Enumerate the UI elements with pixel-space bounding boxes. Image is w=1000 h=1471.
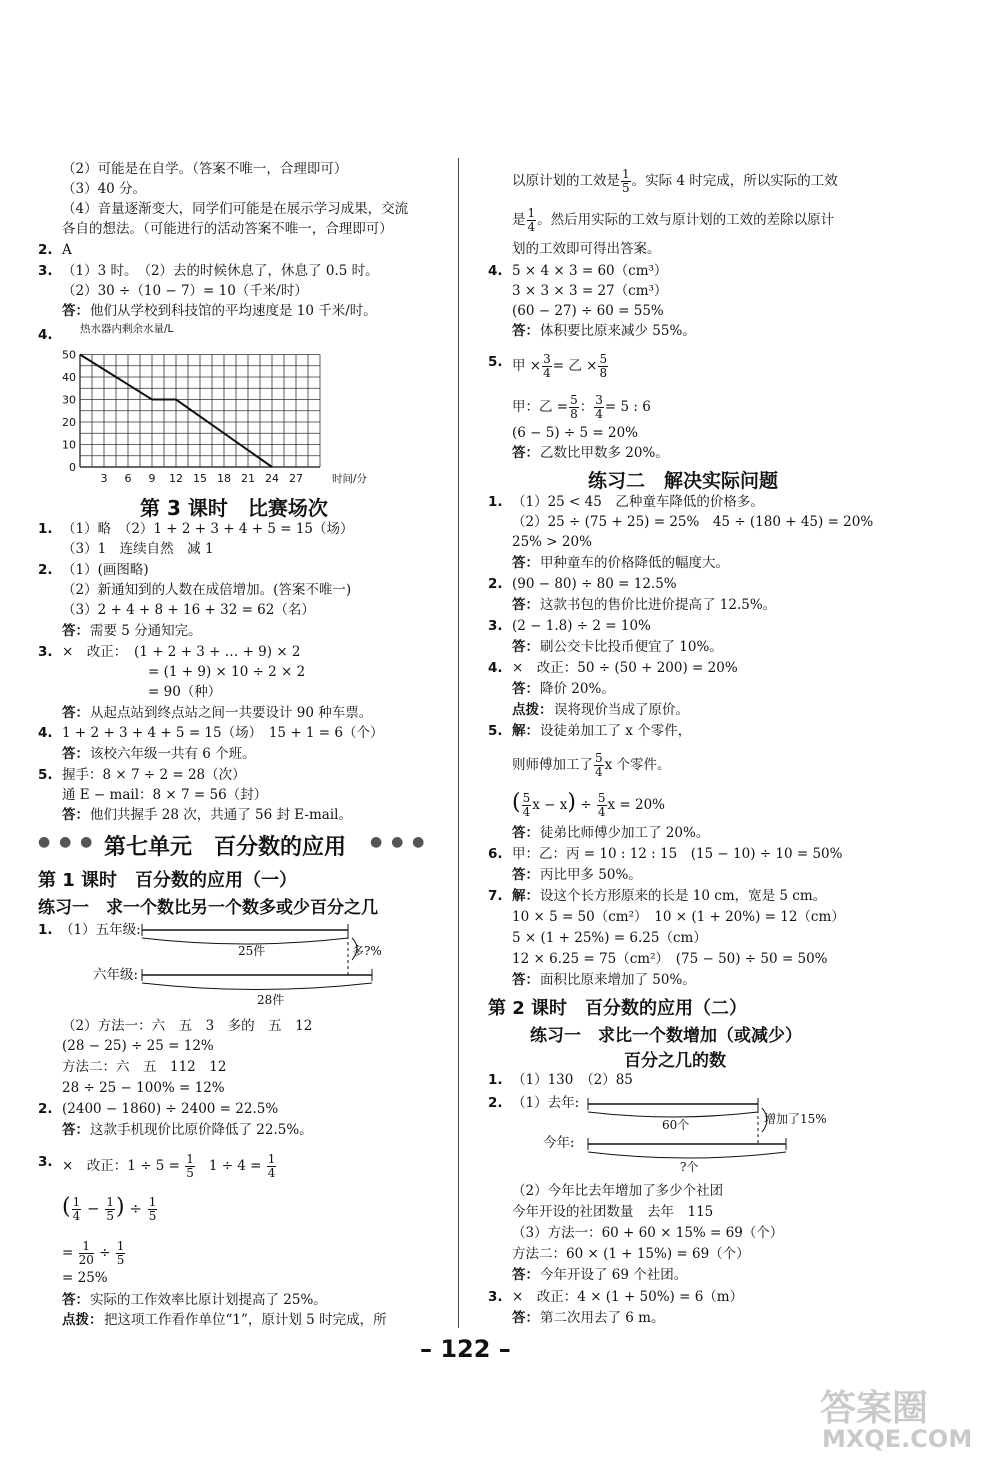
answer-line: 今年开设的社团数量 去年 115 [512, 1204, 714, 1220]
question-number: 3. [38, 644, 53, 660]
watermark-logo: 答案圈 [820, 1388, 929, 1429]
segment-diagram [586, 1096, 816, 1176]
chart-xlabel: 时间/分 [332, 473, 368, 485]
answer-line: 刷公交卡比投币便宜了 10%。 [540, 639, 723, 655]
answer-line: （2）30 ÷（10 − 7）= 10（千米/时） [62, 283, 308, 299]
answer-label: 答： [512, 445, 539, 461]
question-number: 2. [488, 576, 503, 592]
diagram-label: 今年: [543, 1135, 575, 1151]
diagram-label: 六年级: [93, 967, 139, 983]
diagram-label: （1）去年: [512, 1095, 580, 1111]
answer-line: 各自的想法。（可能进行的活动答案不唯一，合理即可） [62, 221, 393, 237]
answer-line: 方法二：六 五 112 12 [62, 1059, 227, 1075]
lesson-title: 第 1 课时 百分数的应用（一） [38, 870, 298, 891]
exercise-title: 练习二 解决实际问题 [588, 470, 779, 492]
answer-line: = 25% [62, 1270, 108, 1286]
answer-line: 实际的工作效率比原计划提高了 25%。 [90, 1292, 327, 1308]
diagram-label: （1）五年级: [60, 922, 141, 938]
answer-line: 体积要比原来减少 55%。 [540, 323, 696, 339]
column-divider [458, 158, 459, 1328]
answer-line: (90 − 80) ÷ 80 = 12.5% [512, 576, 677, 592]
answer-line: 1 + 2 + 3 + 4 + 5 = 15（场） 15 + 1 = 6（个） [62, 725, 384, 741]
answer-line: （3）1 连续自然 减 1 [62, 541, 214, 557]
answer-line: （1）130 （2）85 [512, 1072, 633, 1088]
answer-line: （1）略 （2）1 + 2 + 3 + 4 + 5 = 15（场） [62, 521, 354, 537]
answer-line: （1）25 < 45 乙种童车降低的价格多。 [512, 494, 764, 510]
answer-line: 徒弟比师傅少加工了 20%。 [540, 825, 710, 841]
answer-line: 第二次用去了 6 m。 [540, 1310, 665, 1326]
lesson-title: 第 2 课时 百分数的应用（二） [488, 998, 748, 1019]
answer-line: 这款手机现价比原价降低了 22.5%。 [90, 1122, 313, 1138]
exercise-title: 练习一 求比一个数增加（或减少） [530, 1026, 802, 1046]
answer-line: 今年开设了 69 个社团。 [540, 1267, 688, 1283]
answer-text: 1 ÷ 4 = [208, 1158, 262, 1174]
question-number: 1. [38, 521, 53, 537]
answer-line: 28 ÷ 25 − 100% = 12% [62, 1080, 225, 1096]
answer-line: × 改正： (1 + 2 + 3 + … + 9) × 2 [62, 644, 301, 660]
answer-text: × 改正：1 ÷ 5 = [62, 1158, 180, 1174]
diagram-label: 25件 [238, 944, 266, 958]
answer-line: （2）方法一：六 五 3 多的 五 12 [62, 1018, 313, 1034]
question-number: 2. [38, 1101, 53, 1117]
answer-label: 答： [62, 1292, 89, 1308]
answer-line: 甲种童车的价格降低的幅度大。 [540, 555, 729, 571]
answer-line: 这款书包的售价比进价提高了 12.5%。 [540, 597, 777, 613]
answer-line: 该校六年级一共有 6 个班。 [90, 746, 256, 762]
answer-label: 答： [512, 555, 539, 571]
answer-line: × 改正：50 ÷ (50 + 200) = 20% [512, 660, 738, 676]
question-number: 1. [38, 922, 53, 938]
answer-line: （3）方法一：60 + 60 × 15% = 69（个） [512, 1225, 784, 1241]
diagram-label: 28件 [257, 993, 285, 1007]
x-tick-label: 24 [265, 472, 279, 485]
fraction: $\frac{1}{4}$ [267, 1152, 276, 1180]
answer-label: 点拨： [512, 702, 553, 718]
diagram-label: 增加了15% [764, 1112, 827, 1126]
answer-line: 降价 20%。 [540, 681, 615, 697]
answer-line: （3）40 分。 [62, 181, 147, 197]
answer-line: 他们共握手 28 次，共通了 56 封 E-mail。 [90, 807, 352, 823]
answer-line: 设徒弟加工了 x 个零件， [540, 723, 692, 739]
exercise-title: 练习一 求一个数比另一个数多或少百分之几 [38, 898, 378, 918]
answer-line: （3）2 + 4 + 8 + 16 + 32 = 62（名） [62, 602, 315, 618]
question-number: 3. [38, 263, 53, 279]
answer-line: ( $\frac{1}{4}$ − $\frac{1}{5}$ ) ÷ $\frac{1}{5}$ [62, 1194, 157, 1223]
answer-line: 甲 × $\frac{3}{4}$ = 乙 × $\frac{5}{8}$ [512, 352, 608, 380]
x-tick-label: 12 [169, 472, 183, 485]
answer-line: 以原计划的工效是 $\frac{1}{5}$ 。实际 4 时完成，所以实际的工效 [512, 167, 838, 195]
question-number: 2. [488, 1095, 503, 1111]
question-number: 4. [38, 725, 53, 741]
answer-label: 答： [62, 807, 89, 823]
x-tick-label: 9 [148, 472, 156, 485]
answer-label: 答： [512, 1310, 539, 1326]
answer-label: 答： [62, 303, 89, 319]
exercise-title: 百分之几的数 [624, 1051, 726, 1071]
y-tick-label: 10 [62, 438, 76, 452]
fraction: $\frac{1}{5}$ [186, 1152, 194, 1180]
answer-label: 答： [512, 323, 539, 339]
answer-line: 握手：8 × 7 ÷ 2 = 28（次） [62, 767, 246, 783]
diagram-label: ?个 [680, 1160, 699, 1174]
question-number: 3. [488, 1289, 503, 1305]
question-number: 1. [488, 1072, 503, 1088]
answer-line: （1）3 时。 （2）去的时候休息了，休息了 0.5 时。 [62, 263, 379, 279]
answer-line: 误将现价当成了原价。 [554, 702, 689, 718]
answer-line: (6 − 5) ÷ 5 = 20% [512, 425, 638, 441]
x-tick-label: 21 [241, 472, 255, 485]
answer-line: 是 $\frac{1}{4}$ 。然后用实际的工效与原计划的工效的差除以原计 [512, 206, 835, 234]
question-number: 7. [488, 888, 503, 904]
question-number: 5. [488, 723, 503, 739]
answer-label: 答： [512, 825, 539, 841]
answer-line: 面积比原来增加了 50%。 [540, 972, 696, 988]
answer-label: 答： [512, 681, 539, 697]
page-number: – 122 – [420, 1335, 511, 1363]
answer-line: 从起点站到终点站之间一共要设计 90 种车票。 [90, 705, 373, 721]
answer-line: = 90（种） [148, 684, 222, 700]
answer-label: 答： [62, 705, 89, 721]
question-number: 4. [488, 263, 503, 279]
answer-line: ( $\frac{5}{4}$ x − x) ÷ $\frac{5}{4}$ x = 20% [512, 790, 666, 819]
answer-line: （1）(画图略) [62, 562, 149, 578]
y-tick-label: 0 [69, 461, 76, 474]
decor-dots: ● ● ● [370, 834, 427, 850]
answer-line: （4）音量逐渐变大，同学们可能是在展示学习成果，交流 [62, 201, 409, 217]
answer-line: (2 − 1.8) ÷ 2 = 10% [512, 618, 651, 634]
answer-line: 把这项工作看作单位“1”，原计划 5 时完成，所 [104, 1312, 387, 1328]
answer-label: 答： [62, 746, 89, 762]
question-number: 3. [488, 618, 503, 634]
answer-line: 25% > 20% [512, 534, 592, 550]
decor-dots: ● ● ● [38, 834, 95, 850]
answer-line [62, 1153, 277, 1180]
answer-line: 5 × 4 × 3 = 60（cm³） [512, 263, 668, 279]
answer-label: 答： [62, 623, 89, 639]
answer-line: 则师傅加工了 $\frac{5}{4}$ x 个零件。 [512, 751, 671, 779]
answer-label: 答： [512, 1267, 539, 1283]
answer-line: (2400 − 1860) ÷ 2400 = 22.5% [62, 1101, 279, 1117]
answer-line: 设这个长方形原来的长是 10 cm，宽是 5 cm。 [540, 888, 827, 904]
question-number: 1. [488, 494, 503, 510]
answer-line: = $\frac{1}{20}$ ÷ $\frac{1}{5}$ [62, 1239, 125, 1267]
diagram-label: 60个 [662, 1118, 690, 1132]
y-tick-label: 40 [62, 371, 76, 384]
question-number: 5. [488, 354, 503, 370]
answer-line: A [62, 242, 72, 258]
answer-line: 方法二：60 × (1 + 15%) = 69（个） [512, 1246, 750, 1262]
answer-line: （2）新通知到的人数在成倍增加。(答案不唯一) [62, 582, 352, 598]
answer-label: 点拨： [62, 1312, 103, 1328]
answer-line: （2）25 ÷ (75 + 25) = 25% 45 ÷ (180 + 45) = 20% [512, 514, 874, 530]
answer-label: 答： [512, 597, 539, 613]
answer-line: 丙比甲多 50%。 [540, 867, 642, 883]
x-tick-label: 18 [217, 472, 231, 485]
question-number: 5. [38, 767, 53, 783]
question-number: 3. [38, 1154, 53, 1170]
answer-line: = (1 + 9) × 10 ÷ 2 × 2 [148, 664, 306, 680]
answer-label: 解： [512, 723, 539, 739]
answer-label: 答： [512, 972, 539, 988]
x-tick-label: 6 [124, 472, 132, 485]
x-tick-label: 15 [193, 472, 207, 485]
answer-line: × 改正：4 × (1 + 50%) = 6（m） [512, 1289, 744, 1305]
answer-line: 12 × 6.25 = 75（cm²） (75 − 50) ÷ 50 = 50% [512, 951, 828, 967]
answer-label: 答： [512, 867, 539, 883]
answer-line: 通 E − mail：8 × 7 = 56（封） [62, 787, 268, 803]
chart-ylabel: 热水器内剩余水量/L [80, 323, 174, 335]
question-number: 4. [38, 327, 53, 343]
x-tick-label: 27 [289, 472, 303, 485]
answer-line: 他们从学校到科技馆的平均速度是 10 千米/时。 [90, 303, 377, 319]
question-number: 6. [488, 846, 503, 862]
answer-line: （2）可能是在自学。（答案不唯一，合理即可） [62, 161, 348, 177]
answer-line: 10 × 5 = 50（cm²） 10 × (1 + 20%) = 12（cm） [512, 909, 845, 925]
question-number: 2. [38, 242, 53, 258]
answer-line: (28 − 25) ÷ 25 = 12% [62, 1038, 214, 1054]
water-level-chart [55, 320, 385, 488]
x-tick-label: 3 [100, 472, 108, 485]
unit-title: 第七单元 百分数的应用 [104, 835, 347, 860]
y-tick-label: 50 [62, 348, 76, 362]
answer-label: 答： [62, 1122, 89, 1138]
answer-line: (60 − 27) ÷ 60 = 55% [512, 303, 664, 319]
answer-line: 5 × (1 + 25%) = 6.25（cm） [512, 930, 707, 946]
answer-line: 划的工效即可得出答案。 [512, 241, 661, 257]
y-tick-label: 30 [62, 393, 76, 407]
section-title: 第 3 课时 比赛场次 [140, 496, 328, 520]
watermark-site: MXQE.COM [822, 1425, 973, 1453]
question-number: 2. [38, 562, 53, 578]
answer-line: 乙数比甲数多 20%。 [540, 445, 669, 461]
answer-line: 甲：乙 = $\frac{5}{8}$ ： $\frac{3}{4}$ = 5 : 6 [512, 393, 651, 421]
answer-line: （2）今年比去年增加了多少个社团 [512, 1183, 724, 1199]
question-number: 4. [488, 660, 503, 676]
y-tick-label: 20 [62, 416, 76, 429]
answer-line: 甲：乙：丙 = 10 : 12 : 15 (15 − 10) ÷ 10 = 50% [512, 846, 843, 862]
diagram-label: 多?% [352, 944, 382, 958]
answer-line: 3 × 3 × 3 = 27（cm³） [512, 283, 668, 299]
answer-label: 解： [512, 888, 539, 904]
answer-label: 答： [512, 639, 539, 655]
answer-line: 需要 5 分通知完。 [90, 623, 202, 639]
